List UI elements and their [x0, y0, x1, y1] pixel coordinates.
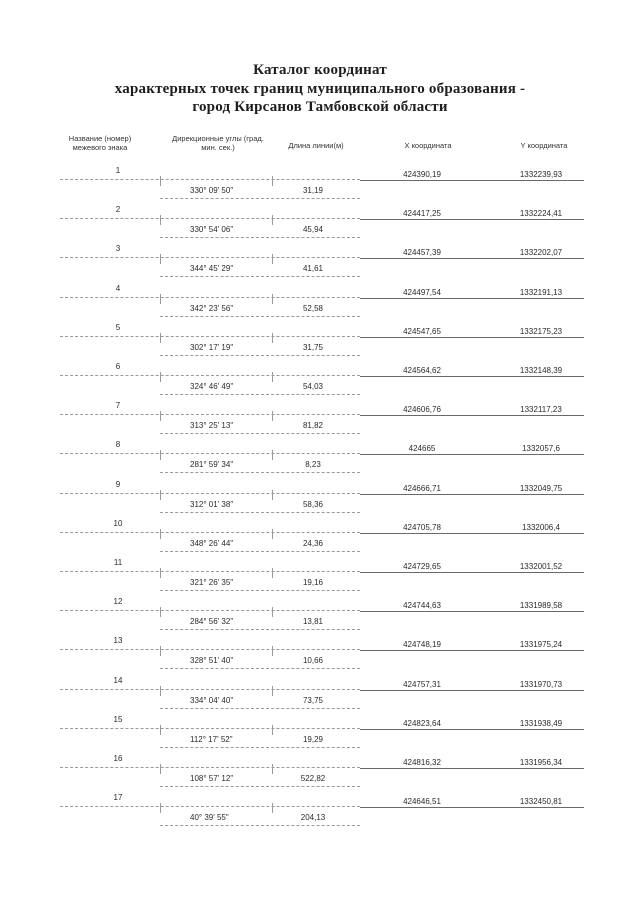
directional-angle: 302° 17' 19" [190, 342, 234, 352]
directional-angle: 40° 39' 55" [190, 813, 229, 823]
column-tick [272, 372, 273, 382]
segment-divider [160, 198, 360, 199]
line-length: 13,81 [302, 617, 324, 627]
y-coordinate: 1331975,24 [519, 640, 563, 650]
line-length: 10,66 [302, 656, 324, 666]
y-coordinate: 1332175,23 [519, 326, 563, 336]
directional-angle: 348° 26' 44" [190, 538, 234, 548]
segment-divider [160, 512, 360, 513]
column-tick [160, 490, 161, 500]
y-coordinate: 1332191,13 [519, 287, 563, 297]
coordinate-divider [360, 415, 584, 416]
column-tick [272, 529, 273, 539]
y-coordinate: 1332057,6 [522, 444, 560, 454]
row-divider [60, 728, 360, 729]
x-coordinate: 424748,19 [403, 640, 441, 650]
coordinate-divider [360, 611, 584, 612]
row-divider [60, 767, 360, 768]
x-coordinate: 424665 [408, 444, 436, 454]
segment-divider [160, 237, 360, 238]
column-tick [272, 450, 273, 460]
coordinate-divider [360, 454, 584, 455]
x-coordinate: 424564,62 [403, 366, 441, 375]
x-coordinate: 424547,65 [403, 326, 441, 336]
row-divider [60, 610, 360, 611]
directional-angle: 334° 04' 40" [190, 695, 234, 705]
row-divider [60, 414, 360, 415]
y-coordinate: 1332001,52 [519, 562, 563, 571]
directional-angle: 284° 56' 32" [190, 617, 234, 627]
catalog-subtitle-line-2: город Кирсанов Тамбовской области [192, 99, 448, 115]
column-tick [272, 607, 273, 617]
point-number: 4 [115, 283, 121, 293]
column-tick [160, 294, 161, 304]
segment-divider [160, 433, 360, 434]
segment-divider [160, 355, 360, 356]
directional-angle: 313° 25' 13" [190, 421, 234, 431]
column-tick [160, 529, 161, 539]
column-tick [160, 764, 161, 774]
line-length: 24,36 [302, 538, 324, 548]
y-coordinate: 1332224,41 [519, 209, 563, 219]
segment-divider [160, 316, 360, 317]
segment-divider [160, 825, 360, 826]
point-number: 6 [115, 362, 121, 371]
coordinate-divider [360, 337, 584, 338]
directional-angle: 330° 09' 50" [190, 186, 234, 195]
row-divider [60, 257, 360, 258]
point-number: 3 [115, 244, 121, 254]
x-coordinate: 424417,25 [403, 209, 441, 219]
column-tick [272, 254, 273, 264]
column-tick [272, 411, 273, 421]
directional-angle: 321° 26' 35" [190, 578, 234, 587]
x-coordinate: 424497,54 [403, 287, 441, 297]
coordinate-divider [360, 298, 584, 299]
row-divider [60, 532, 360, 533]
column-tick [160, 176, 161, 186]
coordinate-divider [360, 690, 584, 691]
column-tick [160, 450, 161, 460]
coordinate-divider [360, 729, 584, 730]
column-tick [272, 294, 273, 304]
catalog-title: Каталог координат [253, 62, 387, 78]
column-tick [272, 176, 273, 186]
line-length: 54,03 [302, 382, 324, 391]
column-header-length: Длина линии(м) [288, 141, 344, 150]
y-coordinate: 1332450,81 [519, 797, 563, 807]
column-header-angle: Дирекционные углы (град. мин. сек.) [172, 134, 264, 152]
column-tick [272, 333, 273, 343]
catalog-subtitle-line-1: характерных точек границ муниципального образования - [114, 81, 526, 97]
directional-angle: 112° 17' 52" [190, 734, 233, 744]
row-divider [60, 375, 360, 376]
x-coordinate: 424705,78 [403, 522, 441, 532]
segment-divider [160, 708, 360, 709]
row-divider [60, 218, 360, 219]
row-divider [60, 179, 360, 180]
column-tick [160, 646, 161, 656]
point-number: 12 [113, 597, 123, 607]
segment-divider [160, 276, 360, 277]
directional-angle: 108° 57' 12" [190, 774, 234, 783]
y-coordinate: 1332202,07 [519, 248, 563, 258]
coordinate-divider [360, 258, 584, 259]
row-divider [60, 336, 360, 337]
coordinate-divider [360, 533, 584, 534]
column-tick [272, 803, 273, 813]
segment-divider [160, 668, 360, 669]
y-coordinate: 1332006,4 [522, 522, 560, 532]
coordinate-divider [360, 376, 584, 377]
row-divider [60, 806, 360, 807]
column-tick [272, 764, 273, 774]
row-divider [60, 297, 360, 298]
point-number: 16 [113, 754, 123, 763]
column-header-y: Y координата [520, 141, 568, 150]
point-number: 7 [115, 401, 121, 411]
y-coordinate: 1332148,39 [519, 366, 563, 375]
row-divider [60, 493, 360, 494]
point-number: 13 [113, 636, 123, 646]
point-number: 10 [113, 518, 123, 528]
y-coordinate: 1331989,58 [519, 601, 563, 611]
segment-divider [160, 551, 360, 552]
line-length: 522,82 [300, 774, 326, 783]
x-coordinate: 424744,63 [403, 601, 441, 611]
segment-divider [160, 747, 360, 748]
column-header-x: X координата [404, 141, 452, 150]
row-divider [60, 689, 360, 690]
point-number: 14 [113, 675, 123, 685]
line-length: 204,13 [300, 813, 326, 823]
line-length: 19,29 [302, 734, 324, 744]
directional-angle: 330° 54' 06" [190, 225, 234, 235]
column-tick [272, 215, 273, 225]
point-number: 2 [115, 205, 121, 215]
y-coordinate: 1332239,93 [519, 170, 563, 179]
column-tick [160, 215, 161, 225]
column-tick [272, 646, 273, 656]
coordinate-divider [360, 768, 584, 769]
row-divider [60, 649, 360, 650]
line-length: 45,94 [302, 225, 324, 235]
directional-angle: 344° 45' 29" [190, 264, 234, 274]
x-coordinate: 424729,65 [403, 562, 441, 571]
column-tick [160, 568, 161, 578]
segment-divider [160, 786, 360, 787]
coordinate-divider [360, 807, 584, 808]
line-length: 31,75 [302, 342, 324, 352]
column-tick [160, 607, 161, 617]
y-coordinate: 1331938,49 [519, 718, 563, 728]
column-tick [160, 254, 161, 264]
point-number: 9 [115, 479, 121, 489]
x-coordinate: 424606,76 [403, 405, 441, 415]
segment-divider [160, 629, 360, 630]
y-coordinate: 1331956,34 [519, 758, 563, 767]
x-coordinate: 424816,32 [403, 758, 441, 767]
point-number: 11 [113, 558, 123, 567]
point-number: 15 [113, 714, 123, 724]
line-length: 8,23 [305, 460, 321, 470]
line-length: 31,19 [302, 186, 324, 195]
point-number: 8 [115, 440, 121, 450]
column-tick [272, 686, 273, 696]
line-length: 41,61 [302, 264, 324, 274]
coordinate-divider [360, 180, 584, 181]
coordinate-divider [360, 650, 584, 651]
line-length: 58,36 [302, 499, 324, 509]
line-length: 81,82 [302, 421, 324, 431]
directional-angle: 312° 01' 38" [190, 499, 234, 509]
column-tick [160, 372, 161, 382]
segment-divider [160, 472, 360, 473]
column-tick [272, 568, 273, 578]
column-tick [160, 686, 161, 696]
point-number: 5 [115, 322, 121, 332]
column-tick [160, 725, 161, 735]
segment-divider [160, 590, 360, 591]
column-tick [160, 333, 161, 343]
coordinate-divider [360, 572, 584, 573]
y-coordinate: 1332049,75 [519, 483, 563, 493]
row-divider [60, 453, 360, 454]
directional-angle: 342° 23' 56" [190, 303, 234, 313]
line-length: 19,16 [302, 578, 324, 587]
column-tick [160, 411, 161, 421]
x-coordinate: 424646,51 [403, 797, 441, 807]
column-tick [272, 725, 273, 735]
point-number: 1 [115, 166, 121, 175]
coordinate-divider [360, 494, 584, 495]
segment-divider [160, 394, 360, 395]
x-coordinate: 424666,71 [403, 483, 441, 493]
y-coordinate: 1332117,23 [520, 405, 562, 415]
directional-angle: 328° 51' 40" [190, 656, 234, 666]
x-coordinate: 424757,31 [403, 679, 441, 689]
directional-angle: 281° 59' 34" [190, 460, 234, 470]
column-tick [160, 803, 161, 813]
line-length: 52,58 [302, 303, 324, 313]
y-coordinate: 1331970,73 [519, 679, 563, 689]
directional-angle: 324° 46' 49" [190, 382, 234, 391]
x-coordinate: 424457,39 [403, 248, 441, 258]
column-header-name: Название (номер) межевого знака [68, 134, 132, 152]
column-tick [272, 490, 273, 500]
row-divider [60, 571, 360, 572]
coordinate-divider [360, 219, 584, 220]
x-coordinate: 424390,19 [403, 170, 441, 179]
point-number: 17 [113, 793, 123, 803]
line-length: 73,75 [302, 695, 324, 705]
x-coordinate: 424823,64 [403, 718, 441, 728]
